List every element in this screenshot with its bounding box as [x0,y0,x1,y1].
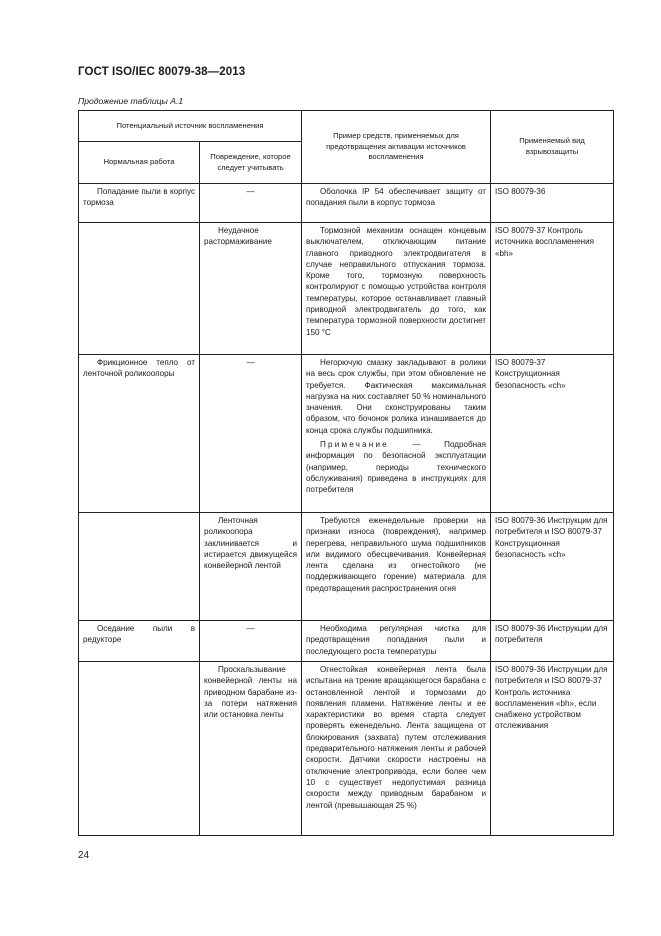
table-row [79,621,614,662]
cell-protection: ISO 80079-36 Инструкции для потребителя и ISO 80079-37 Контроль источника воспламенения «bh», если снабжено устройством отслеживания [491,662,614,836]
means-text: Негорючую смазку закладывают в ролики на весь срок службы, при этом обновление не требуется. Фактическая максимальная нагрузка на них составляет 50 % номинального значения. Они сконструированы таким образом, что бочонок ролика изнашивается до конца срока службы подшипника. [306,358,487,435]
table-row [79,513,614,621]
table-row [79,662,614,836]
table-header-row [79,111,614,142]
cell-normal [79,513,200,621]
cell-normal [79,662,200,836]
note-label: Примечание [320,440,389,450]
cell-normal: Оседание пыли в редукторе [79,621,200,662]
cell-damage: — [200,621,302,662]
table-row [79,184,614,223]
note-text: — Подробная информация по безопасной эксплуатации (например, периоды технического обслуживания) приведена в инструкциях для потребителя [306,440,487,495]
ignition-source-table [78,110,614,836]
table-continuation-caption: Продожение таблицы А.1 [78,96,184,106]
means-note [306,439,486,495]
cell-means [302,355,491,513]
cell-protection: ISO 80079-36 Инструкции для потребителя [491,621,614,662]
header-damage: Повреждение, которое следует учитывать [200,142,302,184]
cell-normal: Попадание пыли в корпус тормоза [79,184,200,223]
cell-damage: Неудачное растормаживание [200,223,302,355]
cell-damage: — [200,355,302,513]
cell-means: Необходима регулярная чистка для предотвращения попадания пыли и последующего роста температуры [302,621,491,662]
cell-normal [79,223,200,355]
document-header: ГОСТ ISO/IEC 80079-38—2013 [78,66,246,78]
header-ignition-source: Потенциальный источник воспламенения [79,111,302,142]
cell-protection: ISO 80079-36 Инструкции для потребителя и ISO 80079-37 Конструкционная безопасность «сh» [491,513,614,621]
cell-means: Тормозной механизм оснащен концевым выключателем, отключающим питание главного приводного электродвигателя в случае неправильного отпускания тормоза. Кроме того, тормозную поверхность контролируют с помощью устройства контроля температуры, которое останавливает главный приводной электродвигатель до того, как температура тормозной поверхности достигнет 150 °С [302,223,491,355]
header-prevention-means: Пример средств, применяемых для предотвращения активации источников воспламенения [302,111,491,184]
table-row [79,355,614,513]
cell-protection: ISO 80079-37 Конструкционная безопасность «сh» [491,355,614,513]
cell-normal: Фрикционное тепло от ленточной роликоопоры [79,355,200,513]
header-normal-operation: Нормальная работа [79,142,200,184]
cell-means: Требуются еженедельные проверки на признаки износа (повреждения), например перегрева, неправильного шума подшипников или видимого обесцвечивания. Конвейерная лента сделана из огнестойкого (не поддерживающего горение) материала для предотвращения распространения огня [302,513,491,621]
cell-means: Оболочка IP 54 обеспечивает защиту от попадания пыли в корпус тормоза [302,184,491,223]
table-row [79,223,614,355]
header-protection-type: Применяемый вид взрывозащиты [491,111,614,184]
cell-damage: Ленточная роликоопора заклинивается и истирается движущейся конвейерной лентой [200,513,302,621]
cell-damage: — [200,184,302,223]
page-number: 24 [78,850,90,861]
cell-protection: ISO 80079-37 Контроль источника воспламенения «bh» [491,223,614,355]
cell-means: Огнестойкая конвейерная лента была испытана на трение вращающегося барабана с остановленной лентой и тормозами до появления пламени. Натяжение ленты и ее характеристики во время старта следует проверять еженедельно. Лента защищена от блокирования (захвата) путем отслеживания предварительного натяжения ленты и рабочей скорости. Датчики скорости настроены на отключение электропривода, если более чем 10 с существует недопустимая разница скорости между приводным барабаном и лентой (превышающая 25 %) [302,662,491,836]
cell-protection: ISO 80079-36 [491,184,614,223]
cell-damage: Проскальзывание конвейерной ленты на приводном барабане из-за потери натяжения или остановка ленты [200,662,302,836]
